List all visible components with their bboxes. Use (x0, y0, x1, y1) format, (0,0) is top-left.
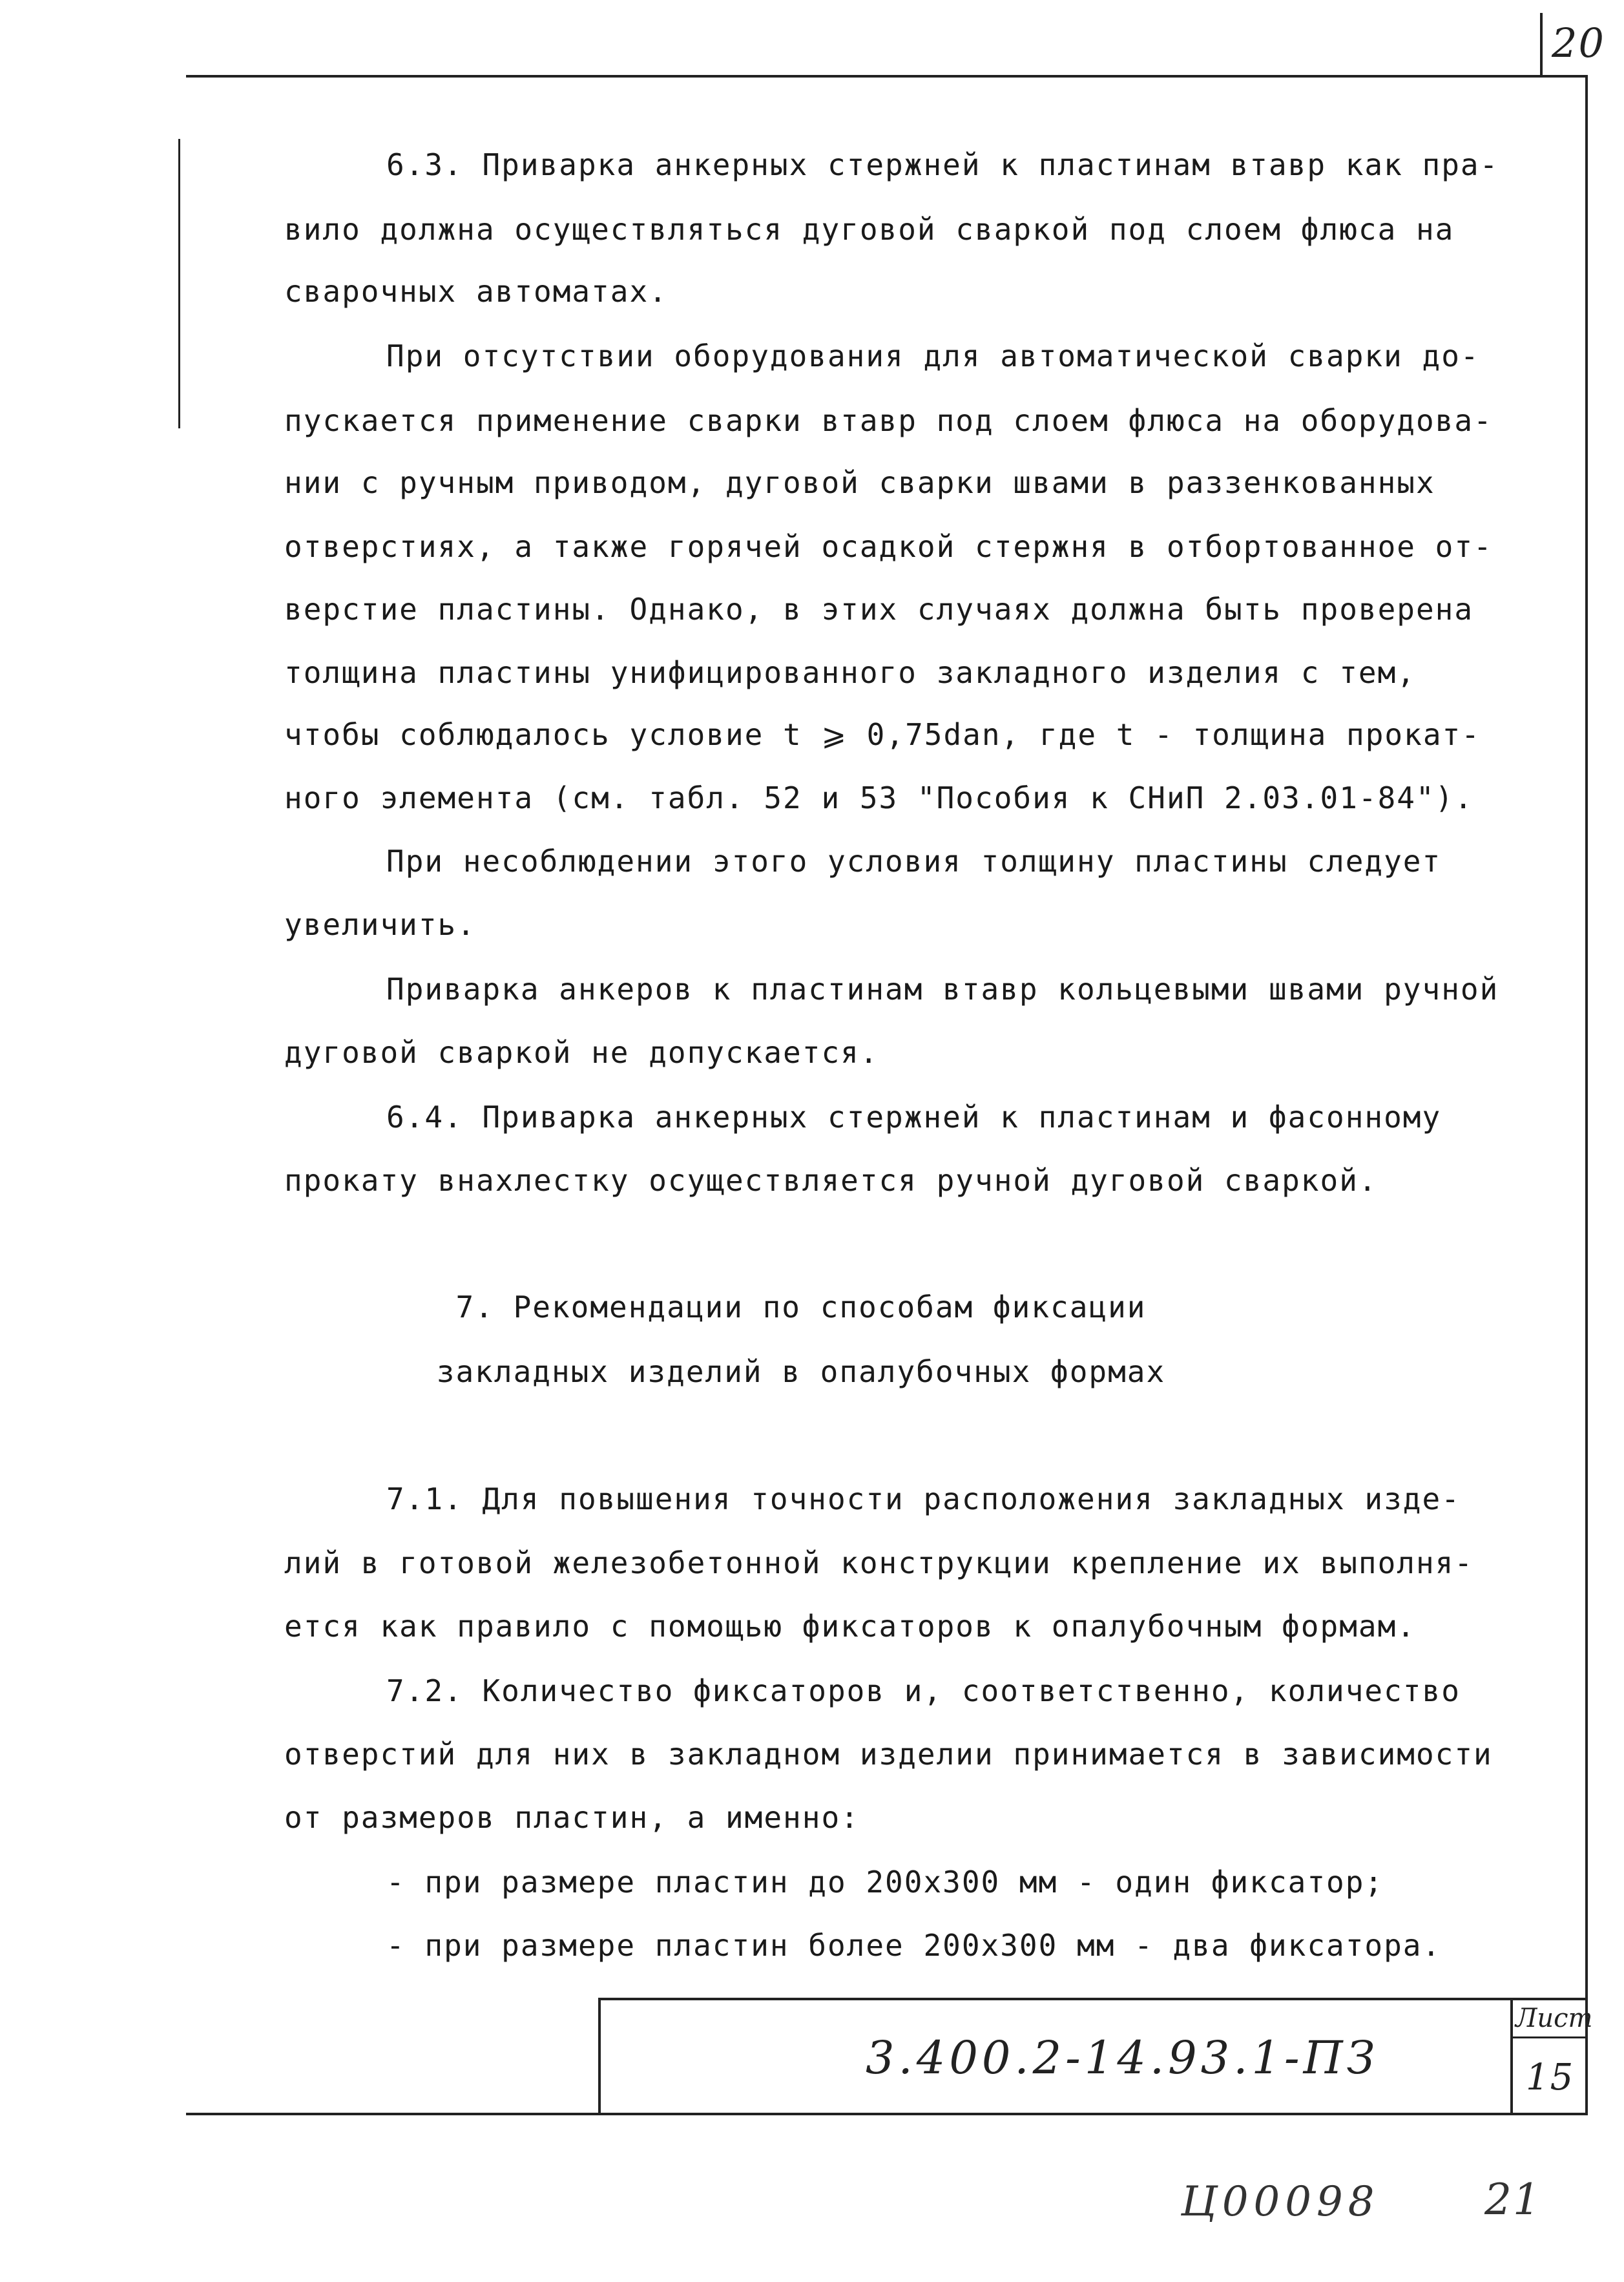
top-border-line (186, 75, 1588, 78)
sheet-label: Лист (1515, 2004, 1593, 2033)
body-line: нии с ручным приводом, дуговой сварки швами в раззенкованных (284, 465, 1435, 500)
title-block-top (599, 1998, 1587, 2000)
body-line: ется как правило с помощью фиксаторов к опалубочным формам. (284, 1609, 1416, 1644)
title-block-left (598, 1998, 601, 2114)
title-block-sheet-divider (1510, 1998, 1513, 2114)
body-line: 6.4. Приварка анкерных стержней к пластинам и фасонному (386, 1100, 1442, 1135)
body-line: сварочных автоматах. (284, 274, 668, 309)
body-line: При несоблюдении этого условия толщину пластины следует (386, 844, 1442, 879)
body-line: толщина пластины унифицированного закладного изделия с тем, (284, 655, 1416, 690)
right-border-line (1585, 75, 1588, 2115)
section-heading: 7. Рекомендации по способам фиксации (455, 1290, 1147, 1324)
body-line: 6.3. Приварка анкерных стержней к пластинам втавр как пра- (386, 147, 1499, 182)
body-line: отверстий для них в закладном изделии принимается в зависимости (284, 1737, 1493, 1772)
body-line: чтобы соблюдалось условие t ⩾ 0,75dan, где t - толщина прокат- (284, 717, 1481, 752)
list-item: - при размере пластин более 200х300 мм - два фиксатора. (386, 1928, 1442, 1963)
body-line: 7.2. Количество фиксаторов и, соответственно, количество (386, 1673, 1461, 1708)
body-line: При отсутствии оборудования для автоматической сварки до- (386, 339, 1480, 373)
body-line: пускается применение сварки втавр под слоем флюса на оборудова- (284, 403, 1493, 438)
body-line: лий в готовой железобетонной конструкции крепление их выполня- (284, 1545, 1474, 1580)
title-block-sheet-hline (1510, 2036, 1587, 2038)
revision-margin-line (178, 139, 180, 428)
section-heading: закладных изделий в опалубочных формах (436, 1354, 1166, 1389)
body-line: ного элемента (см. табл. 52 и 53 "Пособия к СНиП 2.03.01-84"). (284, 780, 1474, 815)
body-line: дуговой сваркой не допускается. (284, 1035, 879, 1070)
body-line: увеличить. (284, 907, 476, 942)
body-line: 7.1. Для повышения точности расположения закладных изде- (386, 1481, 1461, 1516)
inventory-number: Ц00098 (1181, 2178, 1380, 2226)
sheet-number: 15 (1526, 2057, 1575, 2099)
bottom-page-number: 21 (1484, 2175, 1541, 2224)
body-line: прокату внахлестку осуществляется ручной дуговой сваркой. (284, 1163, 1378, 1198)
body-line: отверстиях, а также горячей осадкой стержня в отбортованное от- (284, 529, 1493, 564)
body-line: от размеров пластин, а именно: (284, 1800, 860, 1835)
bottom-border-line (186, 2113, 1588, 2115)
body-line: вило должна осуществляться дуговой сваркой под слоем флюса на (284, 212, 1455, 247)
corner-divider-line (1540, 13, 1543, 78)
document-code: 3.400.2-14.93.1-ПЗ (866, 2031, 1379, 2084)
body-line: Приварка анкеров к пластинам втавр кольцевыми швами ручной (386, 972, 1499, 1007)
body-line: верстие пластины. Однако, в этих случаях должна быть проверена (284, 592, 1474, 627)
list-item: - при размере пластин до 200х300 мм - один фиксатор; (386, 1865, 1384, 1900)
sheet-corner-number: 20 (1552, 19, 1605, 67)
